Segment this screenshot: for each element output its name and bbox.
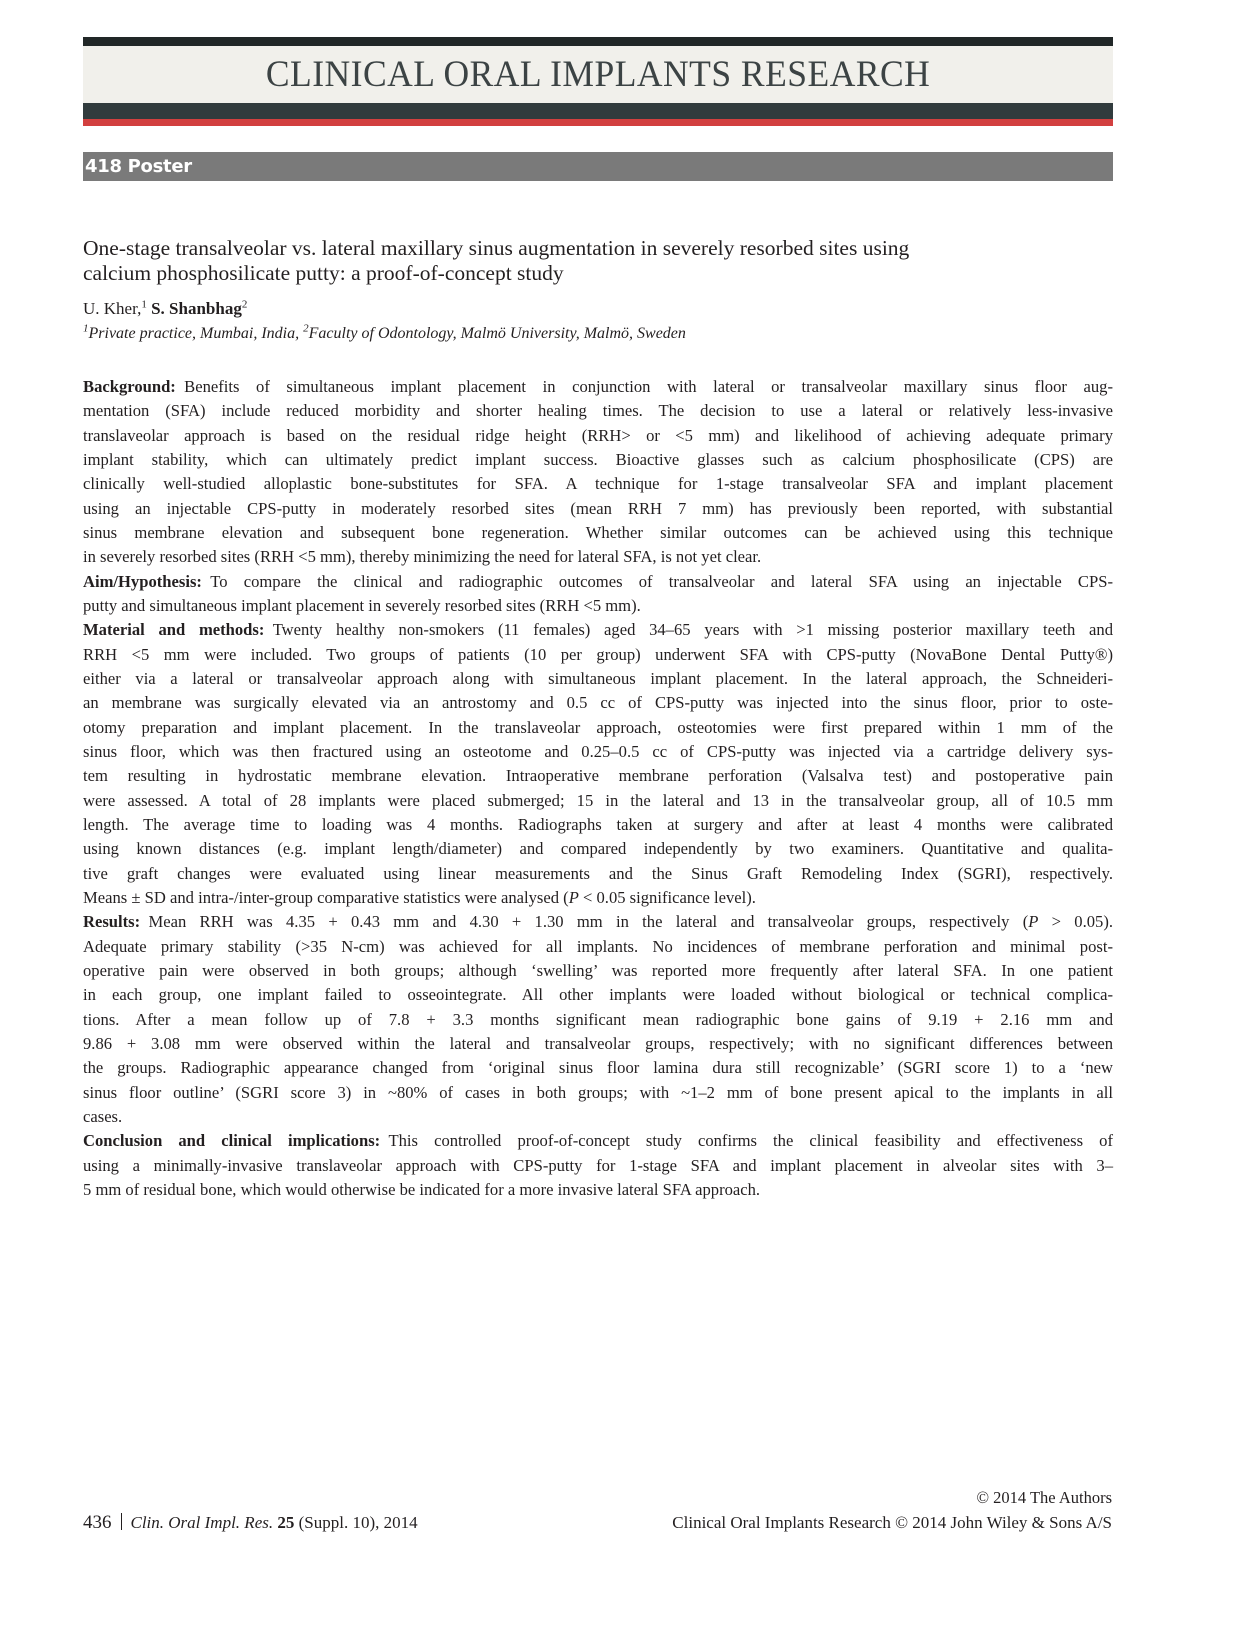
abstract-text: tive graft changes were evaluated using linear measurements and the Sinus Graft Remodeling Index (SGRI), respectively. <box>83 863 1113 883</box>
footer-citation <box>83 1511 418 1535</box>
abstract-line-text <box>83 521 1113 545</box>
abstract-text: This controlled proof-of-concept study confirms the clinical feasibility and effectiveness of <box>388 1131 1113 1151</box>
section-header <box>83 152 1113 181</box>
issue-year: (Suppl. 10), 2014 <box>298 1513 418 1532</box>
masthead-dark-bar <box>83 103 1113 119</box>
masthead-top-bar <box>83 37 1113 46</box>
abstract-text: sinus floor, which was then fractured using an osteotome and 0.25–0.5 cc of CPS-putty was injected via a cartridge delivery sys- <box>83 741 1113 761</box>
abstract-line <box>83 959 1113 983</box>
abstract-text: putty and simultaneous implant placement in severely resorbed sites (RRH <5 mm). <box>83 595 641 615</box>
abstract-line-text <box>83 1178 1113 1202</box>
abstract-text: Adequate primary stability (>35 N-cm) was achieved for all implants. No incidences of membrane perforation and minimal post- <box>83 936 1113 956</box>
masthead-accent-bar <box>83 119 1113 126</box>
abstract-line <box>83 813 1113 837</box>
abstract-text: using an injectable CPS-putty in moderately resorbed sites (mean RRH 7 mm) has previously been reported, with substantial <box>83 498 1113 518</box>
abstract-line <box>83 448 1113 472</box>
abstract-section <box>83 570 1113 619</box>
abstract-line-text <box>83 910 1113 934</box>
abstract-text: tem resulting in hydrostatic membrane elevation. Intraoperative membrane perforation (Valsalva test) and postoperative pain <box>83 766 1113 786</box>
abstract-line-text <box>83 1008 1113 1032</box>
abstract-line-text <box>83 983 1113 1007</box>
abstract-section <box>83 1129 1113 1202</box>
abstract-text: mentation (SFA) include reduced morbidity and shorter healing times. The decision to use a lateral or relatively less-invasive <box>83 401 1113 421</box>
abstract-line-text <box>83 813 1113 837</box>
abstract-text: 9.86 + 3.08 mm were observed within the lateral and transalveolar groups, respectively; with no significant differences between <box>83 1033 1113 1053</box>
abstract-text: either via a lateral or transalveolar approach along with simultaneous implant placement. In the lateral approach, the Schneideri- <box>83 668 1113 688</box>
article-title-line: calcium phosphosilicate putty: a proof-of-concept study <box>83 261 564 285</box>
abstract-text: To compare the clinical and radiographic outcomes of transalveolar and lateral SFA using an injectable CPS- <box>210 571 1113 591</box>
abstract-text: Twenty healthy non-smokers (11 females) aged 34–65 years with >1 missing posterior maxillary teeth and <box>272 620 1113 640</box>
abstract-text: sinus floor outline’ (SGRI score 3) in ~80% of cases in both groups; with ~1–2 mm of bone present apical to the implants in all <box>83 1082 1113 1102</box>
abstract-text: operative pain were observed in both groups; although ‘swelling’ was reported more frequently after lateral SFA. In one patient <box>83 960 1113 980</box>
abstract-text: Mean RRH was 4.35 + 0.43 mm and 4.30 + 1.30 mm in the lateral and transalveolar groups, respectively (P > 0.05). <box>148 912 1114 932</box>
abstract-line <box>83 1056 1113 1080</box>
abstract-text: in each group, one implant failed to osseointegrate. All other implants were loaded without biological or technical complica- <box>83 985 1113 1005</box>
article-title-line: One-stage transalveolar vs. lateral maxillary sinus augmentation in severely resorbed sites using <box>83 236 910 260</box>
abstract-line-text <box>83 472 1113 496</box>
abstract-line <box>83 1008 1113 1032</box>
affiliation-marker: 1 <box>83 322 89 335</box>
abstract-text: were assessed. A total of 28 implants were placed submerged; 15 in the lateral and 13 in the transalveolar group, all of 10.5 mm <box>83 790 1113 810</box>
abstract-line <box>83 594 1113 618</box>
abstract-text: using known distances (e.g. implant length/diameter) and compared independently by two examiners. Quantitative and qualita- <box>83 839 1113 859</box>
abstract-section <box>83 910 1113 1129</box>
affiliation-text: Faculty of Odontology, Malmö University, Malmö, Sweden <box>308 325 686 342</box>
abstract-line-text <box>83 643 1113 667</box>
abstract-text: 5 mm of residual bone, which would otherwise be indicated for a more invasive lateral SFA approach. <box>83 1179 761 1199</box>
abstract-line-text <box>83 1129 1113 1153</box>
abstract-line <box>83 1154 1113 1178</box>
abstract-line-text <box>83 1154 1113 1178</box>
abstract-section-label: Aim/Hypothesis: <box>83 571 202 591</box>
abstract-line-text <box>83 667 1113 691</box>
journal-masthead <box>83 37 1113 126</box>
abstract-line <box>83 740 1113 764</box>
abstract-line-text <box>83 691 1113 715</box>
abstract-line <box>83 643 1113 667</box>
abstract-text: clinically well-studied alloplastic bone-substitutes for SFA. A technique for 1-stage transalveolar SFA and implant placement <box>83 474 1113 494</box>
abstract-text: an membrane was surgically elevated via an antrostomy and 0.5 cc of CPS-putty was injected into the sinus floor, prior to oste- <box>83 693 1113 713</box>
abstract-section-label: Background: <box>83 377 176 396</box>
masthead-band <box>83 46 1113 103</box>
page-number: 436 <box>83 1512 112 1533</box>
abstract-section <box>83 375 1113 570</box>
abstract-line <box>83 716 1113 740</box>
abstract-line-text <box>83 886 1113 910</box>
abstract-text: sinus membrane elevation and subsequent bone regeneration. Whether similar outcomes can be achieved using this technique <box>83 522 1113 542</box>
abstract-line-text <box>83 497 1113 521</box>
abstract-line-text <box>83 837 1113 861</box>
abstract-line-text <box>83 424 1113 448</box>
abstract-line-text <box>83 716 1113 740</box>
abstract-line <box>83 935 1113 959</box>
abstract-line <box>83 691 1113 715</box>
abstract-text: cases. <box>83 1106 123 1126</box>
abstract-line <box>83 789 1113 813</box>
abstract-line-text <box>83 375 1113 399</box>
abstract-line <box>83 886 1113 910</box>
abstract-text: the groups. Radiographic appearance changed from ‘original sinus floor lamina dura still recognizable’ (SGRI score 1) to a ‘new <box>83 1058 1113 1078</box>
journal-abbrev: Clin. Oral Impl. Res. <box>130 1513 274 1532</box>
abstract-body <box>83 375 1113 1202</box>
article-title <box>83 236 1113 286</box>
abstract-line <box>83 375 1113 399</box>
abstract-text: length. The average time to loading was 4 months. Radiographs taken at surgery and after at least 4 months were calibrated <box>83 814 1113 834</box>
abstract-text: otomy preparation and implant placement. In the translaveolar approach, osteotomies were first prepared within 1 mm of the <box>83 717 1113 737</box>
footer-separator <box>121 1513 122 1530</box>
abstract-line-text <box>83 1032 1113 1056</box>
abstract-line-text <box>83 570 1113 594</box>
abstract-line <box>83 667 1113 691</box>
abstract-line-text <box>83 862 1113 886</box>
abstract-line <box>83 1105 1113 1129</box>
footer-publisher: Clinical Oral Implants Research © 2014 John Wiley & Sons A/S <box>672 1513 1112 1532</box>
affiliation-marker: 2 <box>303 322 309 335</box>
abstract-line <box>83 983 1113 1007</box>
abstract-text: implant stability, which can ultimately predict implant success. Bioactive glasses such as calcium phosphosilicate (CPS) are <box>83 449 1113 469</box>
abstract-line-text <box>83 1056 1113 1080</box>
affiliation-text: Private practice, Mumbai, India, <box>88 325 304 342</box>
abstract-line-text <box>83 935 1113 959</box>
abstract-line <box>83 545 1113 569</box>
author-name: S. Shanbhag <box>151 299 242 318</box>
abstract-line <box>83 764 1113 788</box>
abstract-text: tions. After a mean follow up of 7.8 + 3.3 months significant mean radiographic bone gains of 9.19 + 2.16 mm and <box>83 1009 1113 1029</box>
abstract-line-text <box>83 1081 1113 1105</box>
abstract-text: translaveolar approach is based on the residual ridge height (RRH> or <5 mm) and likelihood of achieving adequate primary <box>83 425 1113 445</box>
abstract-section <box>83 618 1113 910</box>
author-name: U. Kher, <box>83 299 142 318</box>
abstract-line <box>83 1032 1113 1056</box>
abstract-line-text <box>83 1105 1113 1129</box>
abstract-section-label: Material and methods: <box>83 620 265 640</box>
abstract-line-text <box>83 594 1113 618</box>
abstract-line <box>83 424 1113 448</box>
abstract-line-text <box>83 618 1113 642</box>
author-list <box>83 298 247 320</box>
volume-number: 25 <box>277 1513 295 1532</box>
abstract-text: Benefits of simultaneous implant placement in conjunction with lateral or transalveolar maxillary sinus floor aug- <box>184 377 1113 396</box>
abstract-line-text <box>83 764 1113 788</box>
abstract-line <box>83 1129 1113 1153</box>
abstract-line <box>83 497 1113 521</box>
author-affiliation-marker: 2 <box>241 298 248 311</box>
abstract-line <box>83 862 1113 886</box>
abstract-line <box>83 399 1113 423</box>
abstract-line <box>83 1081 1113 1105</box>
abstract-line <box>83 521 1113 545</box>
abstract-line <box>83 1178 1113 1202</box>
abstract-text: Means ± SD and intra-/inter-group comparative statistics were analysed (P < 0.05 significance level). <box>83 887 756 907</box>
abstract-line-text <box>83 789 1113 813</box>
abstract-line <box>83 570 1113 594</box>
abstract-line-text <box>83 959 1113 983</box>
abstract-line-text <box>83 448 1113 472</box>
abstract-text: in severely resorbed sites (RRH <5 mm), thereby minimizing the need for lateral SFA, is not yet clear. <box>83 547 762 567</box>
footer-copyright-authors: © 2014 The Authors <box>976 1488 1112 1507</box>
abstract-line <box>83 472 1113 496</box>
abstract-section-label: Results: <box>83 912 141 932</box>
abstract-text: using a minimally-invasive translaveolar approach with CPS-putty for 1-stage SFA and implant placement in alveolar sites with 3– <box>83 1155 1113 1175</box>
author-affiliation-marker: 1 <box>141 298 147 311</box>
abstract-section-label: Conclusion and clinical implications: <box>83 1131 381 1151</box>
abstract-line <box>83 910 1113 934</box>
abstract-line-text <box>83 399 1113 423</box>
section-label: 418 Poster <box>85 156 192 177</box>
abstract-line <box>83 618 1113 642</box>
journal-name: CLINICAL ORAL IMPLANTS RESEARCH <box>265 54 931 95</box>
affiliations <box>83 323 686 345</box>
abstract-line <box>83 837 1113 861</box>
abstract-line-text <box>83 545 1113 569</box>
abstract-line-text <box>83 740 1113 764</box>
abstract-text: RRH <5 mm were included. Two groups of patients (10 per group) underwent SFA with CPS-putty (NovaBone Dental Putty®) <box>83 644 1113 664</box>
